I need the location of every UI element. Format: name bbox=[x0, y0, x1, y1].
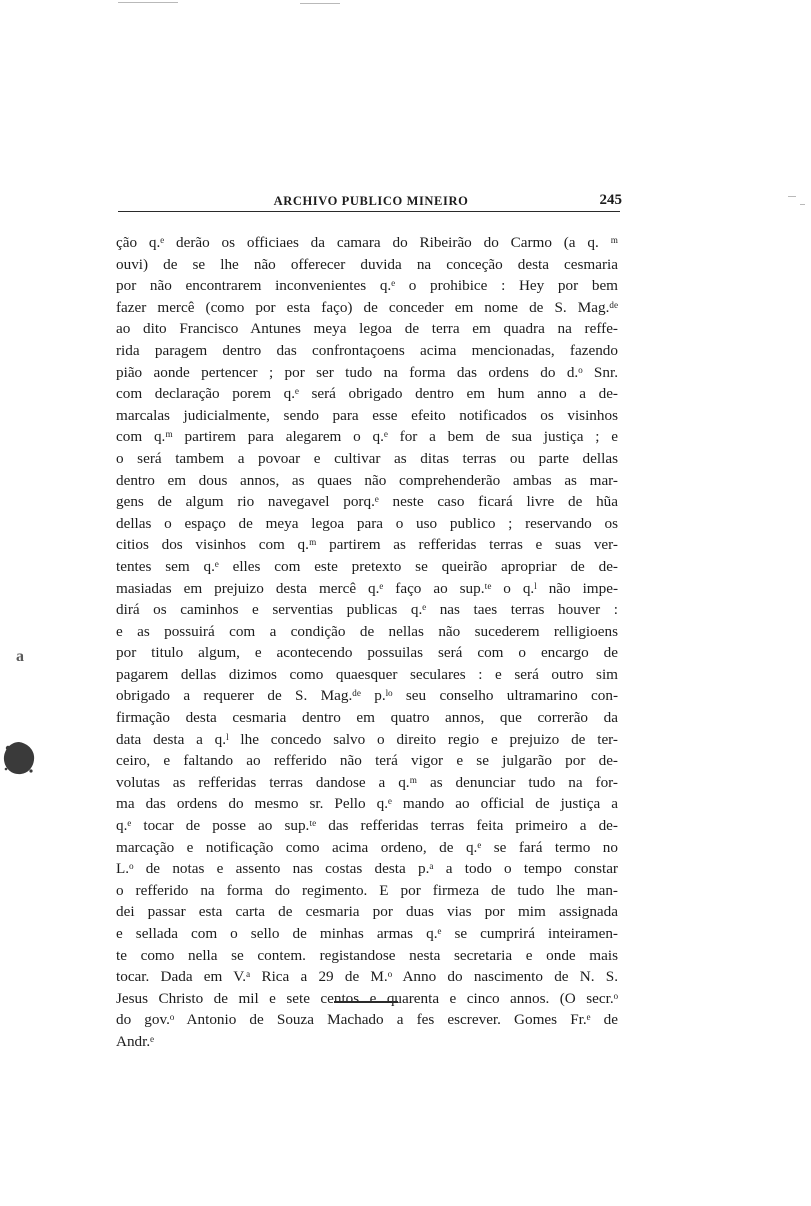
text-line: ceiro, e faltando ao refferido não terá vigor e se julgarão por de- bbox=[116, 752, 618, 770]
text-line: o refferido na forma do regimento. E por firmeza de tudo lhe man- bbox=[116, 881, 618, 899]
margin-mark: a bbox=[16, 648, 24, 665]
text-line: volutas as refferidas terras dandose a q.ᵐ as denunciar tudo na for- bbox=[116, 773, 618, 791]
text-line: e as possuirá com a condição de nellas não sucederem relligioens bbox=[116, 622, 618, 640]
text-line: ao dito Francisco Antunes meya legoa de terra em quadra na reffe- bbox=[116, 320, 618, 338]
text-line: dentro em dous annos, as quaes não comprehenderão ambas as mar- bbox=[116, 471, 618, 489]
text-line: dei passar esta carta de cesmaria por duas vias por mim assignada bbox=[116, 903, 618, 921]
scan-speck bbox=[788, 196, 796, 197]
text-line: o será tambem a povoar e cultivar as ditas terras ou parte dellas bbox=[116, 449, 618, 467]
text-line: tocar. Dada em V.ᵃ Rica a 29 de M.ᵒ Anno do nascimento de N. S. bbox=[116, 968, 618, 986]
header-rule bbox=[118, 211, 620, 212]
text-line: L.ᵒ de notas e assento nas costas desta p.ᵃ a todo o tempo constar bbox=[116, 860, 618, 878]
text-line: Jesus Christo de mil e sete centos e quarenta e cinco annos. (O secr.ᵒ bbox=[116, 989, 618, 1007]
text-line: ouvi) de se lhe não offerecer duvida na conceção desta cesmaria bbox=[116, 255, 618, 273]
text-line: tentes sem q.ᵉ elles com este pretexto se queirão apropriar de de- bbox=[116, 557, 618, 575]
text-line: Andr.ᵉ bbox=[116, 1032, 155, 1050]
scan-speck bbox=[800, 204, 805, 205]
text-line: fazer mercê (como por esta faço) de conceder em nome de S. Mag.ᵈᵉ bbox=[116, 298, 618, 316]
running-header bbox=[118, 192, 624, 212]
text-line: e sellada com o sello de minhas armas q.ᵉ se cumprirá inteiramen- bbox=[116, 925, 618, 942]
text-line: dellas o espaço de meya legoa para o uso publico ; reservando os bbox=[116, 514, 618, 532]
text-line: te como nella se contem. registandose nesta secretaria e onde mais bbox=[116, 946, 618, 964]
text-line: marcação e notificação como acima ordeno, de q.ᵉ se fará termo no bbox=[116, 838, 618, 856]
text-line: por titulo algum, e acontecendo possuilas será com o encargo de bbox=[116, 644, 618, 662]
text-line: q.ᵉ tocar de posse ao sup.ᵗᵉ das refferidas terras feita primeiro a de- bbox=[116, 817, 618, 835]
end-rule bbox=[334, 1001, 398, 1003]
header-title: ARCHIVO PUBLICO MINEIRO bbox=[273, 194, 469, 208]
text-line: masiadas em prejuizo desta mercê q.ᵉ faço ao sup.ᵗᵉ o q.ˡ não impe- bbox=[116, 579, 618, 597]
text-line: ma das ordens do mesmo sr. Pello q.ᵉ mando ao official de justiça a bbox=[116, 795, 618, 813]
text-line: dirá os caminhos e serventias publicas q.ᵉ nas taes terras houver : bbox=[116, 601, 618, 619]
text-line: por não encontrarem inconvenientes q.ᵉ o prohibice : Hey por bem bbox=[116, 277, 618, 295]
text-line: ção q.ᵉ derão os officiaes da camara do Ribeirão do Carmo (a q. ᵐ bbox=[116, 234, 618, 251]
text-line: pião aonde pertencer ; por ser tudo na forma das ordens do d.ᵒ Snr. bbox=[116, 363, 618, 381]
text-line: firmação desta cesmaria dentro em quatro annos, que correrão da bbox=[116, 709, 618, 727]
text-line: pagarem dellas dizimos como quaesquer seculares : e será outro sim bbox=[116, 665, 618, 683]
text-line: citios dos visinhos com q.ᵐ partirem as refferidas terras e suas ver- bbox=[116, 536, 618, 554]
text-line: marcalas judicialmente, sendo para esse efeito notificados os visinhos bbox=[116, 406, 618, 424]
text-line: do gov.ᵒ Antonio de Souza Machado a fes escrever. Gomes Fr.ᵉ de bbox=[116, 1011, 618, 1029]
body-text bbox=[116, 232, 618, 1053]
text-line: gens de algum rio navegavel porq.ᵉ neste caso ficará livre de hũa bbox=[116, 493, 618, 511]
scan-speck bbox=[300, 3, 340, 4]
scan-speck bbox=[118, 2, 178, 3]
page-number: 245 bbox=[599, 192, 622, 208]
text-line: data desta a q.ˡ lhe concedo salvo o direito regio e prejuizo de ter- bbox=[116, 730, 618, 748]
text-line: com q.ᵐ partirem para alegarem o q.ᵉ for a bem de sua justiça ; e bbox=[116, 428, 618, 446]
ink-blot-icon bbox=[2, 740, 36, 776]
text-line: obrigado a requerer de S. Mag.ᵈᵉ p.ˡᵒ seu conselho ultramarino con- bbox=[116, 687, 618, 705]
text-line: com declaração porem q.ᵉ será obrigado dentro em hum anno a de- bbox=[116, 385, 618, 403]
text-line: rida paragem dentro das confrontaçoens acima mencionadas, fazendo bbox=[116, 341, 618, 359]
